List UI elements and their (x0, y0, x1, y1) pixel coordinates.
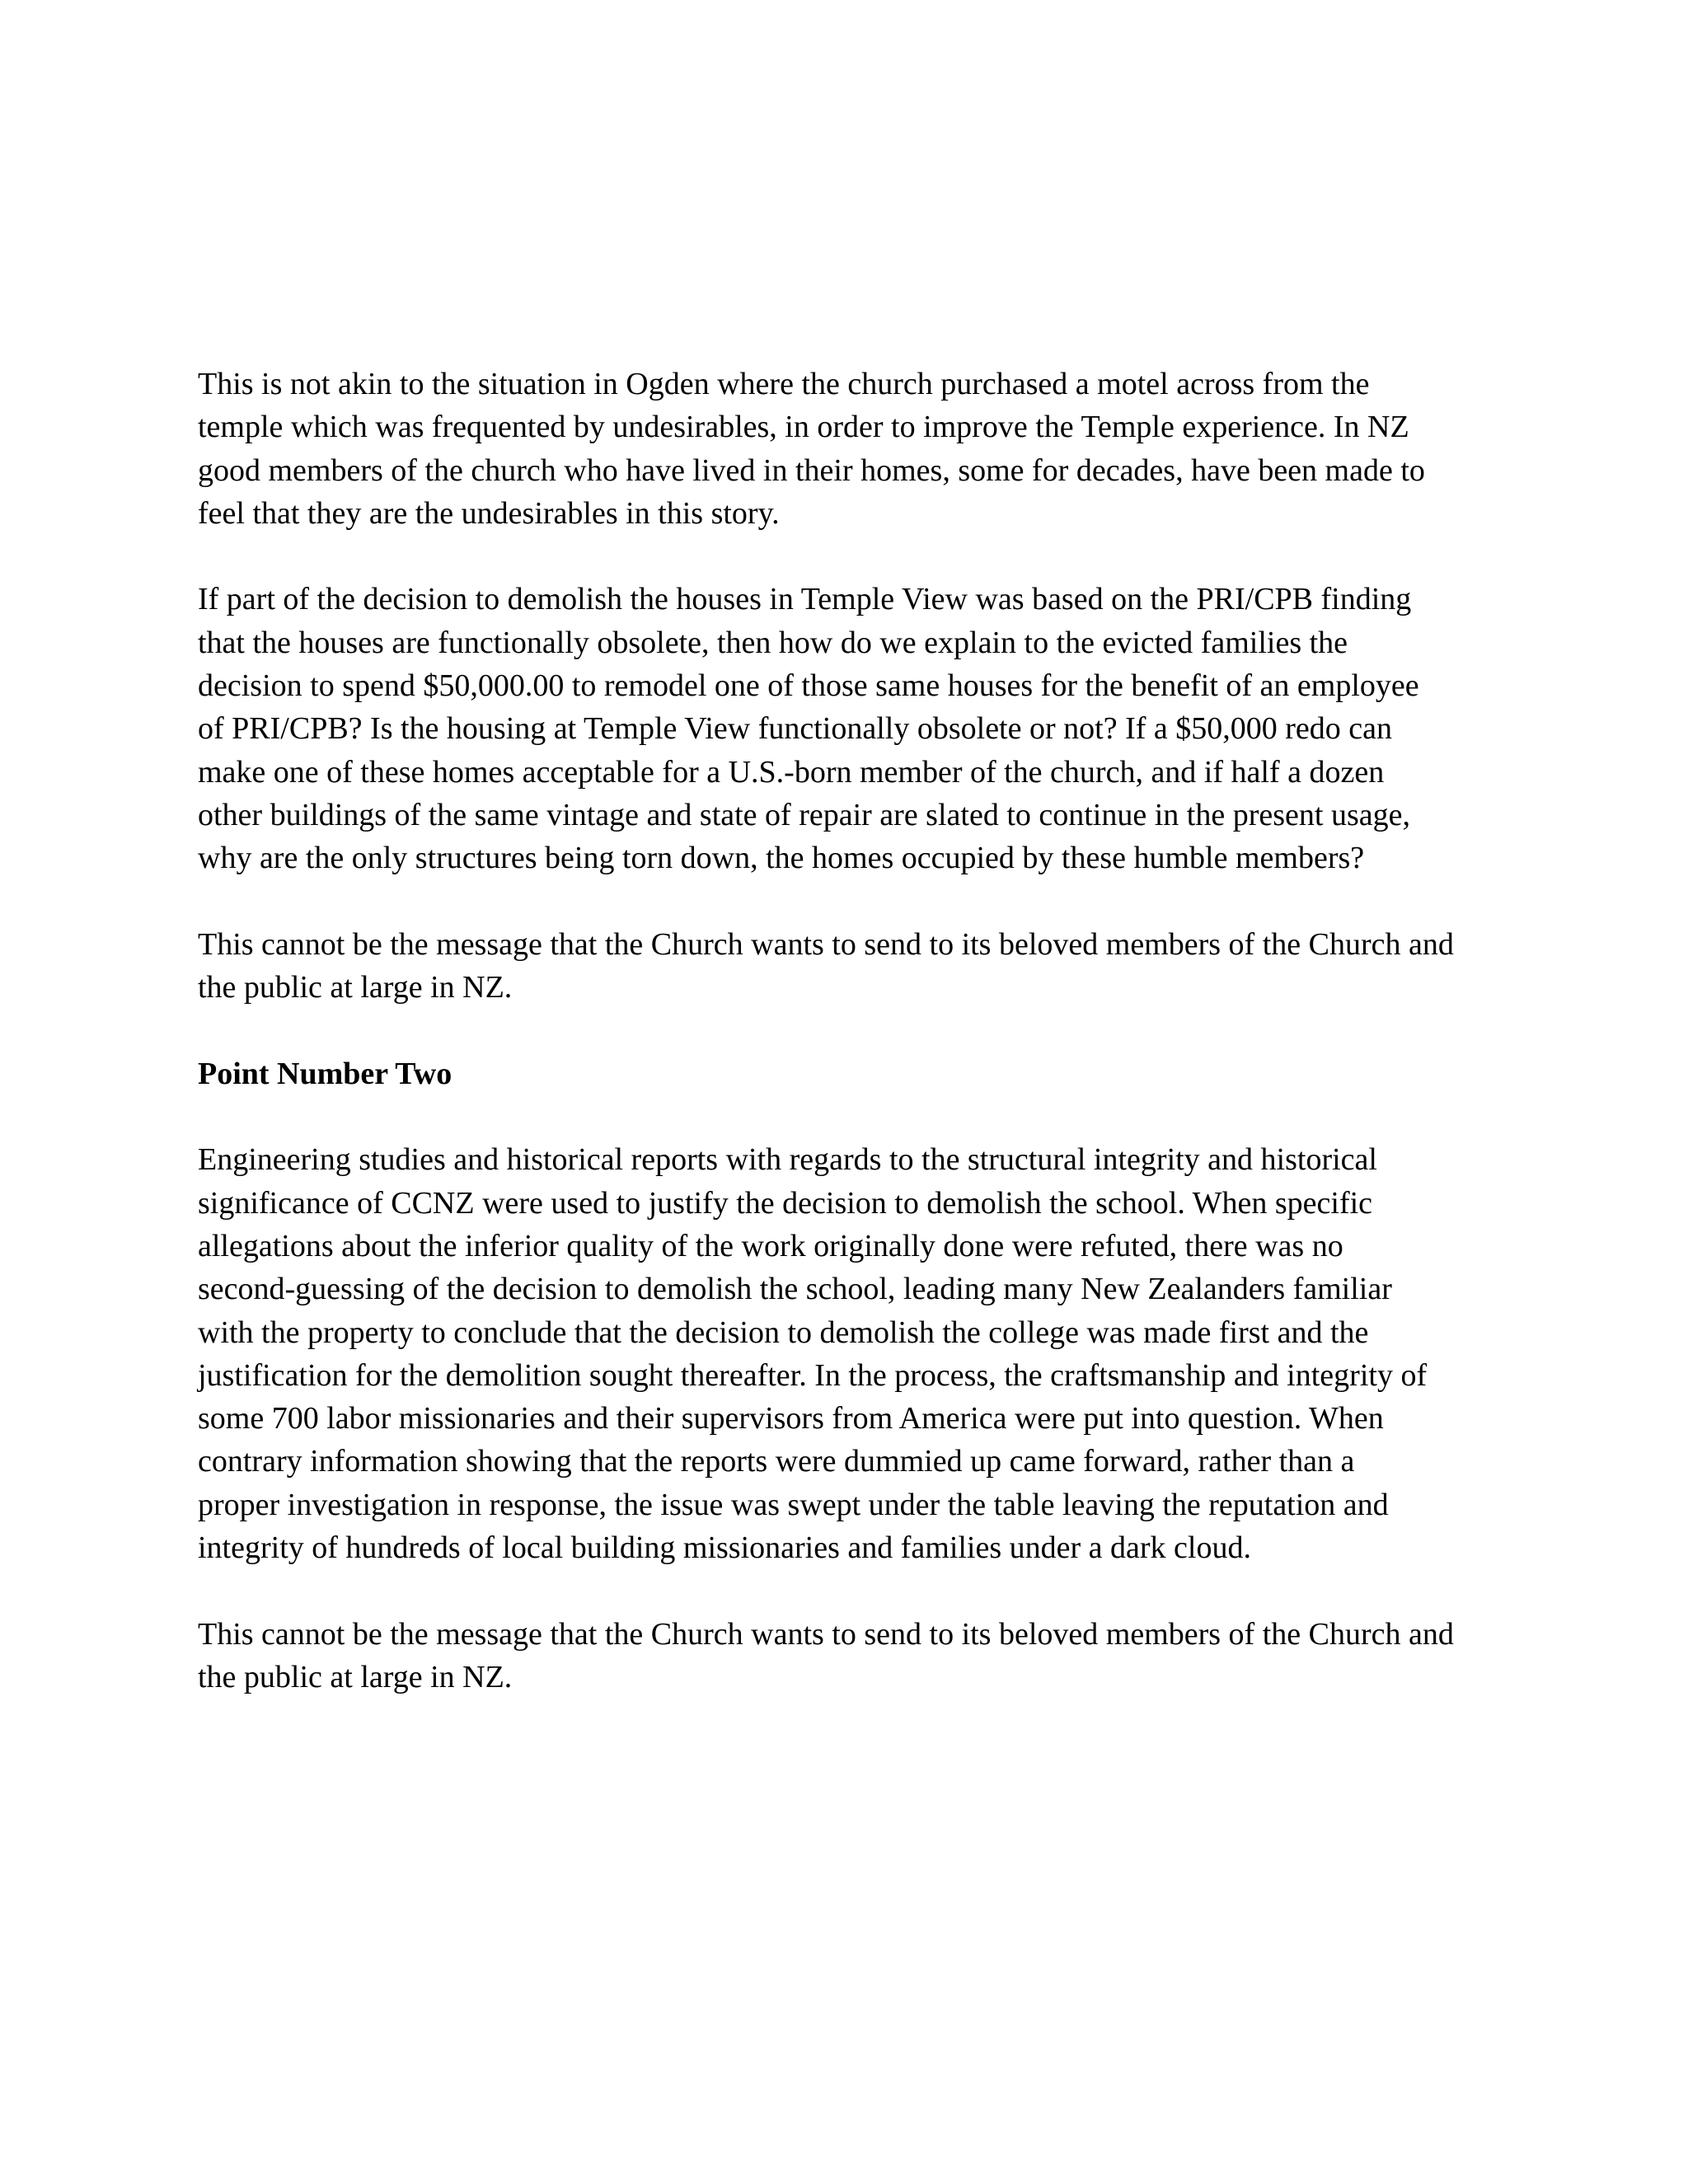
text-line: the public at large in NZ. (198, 970, 513, 1005)
text-line: allegations about the inferior quality of the work originally done were refuted, there was no (198, 1228, 1343, 1263)
text-line: some 700 labor missionaries and their supervisors from America were put into question. When (198, 1401, 1384, 1436)
text-line: This cannot be the message that the Church wants to send to its beloved members of the Church and (198, 926, 1454, 962)
text-line: contrary information showing that the reports were dummied up came forward, rather than a (198, 1444, 1355, 1479)
text-line: This is not akin to the situation in Ogden where the church purchased a motel across from the (198, 367, 1370, 401)
text-line: integrity of hundreds of local building missionaries and families under a dark cloud. (198, 1530, 1251, 1566)
paragraph-message-conclusion-1 (198, 923, 1454, 1010)
text-line: justification for the demolition sought thereafter. In the process, the craftsmanship and integrity of (198, 1357, 1428, 1393)
text-line: decision to spend $50,000.00 to remodel one of those same houses for the benefit of an employee (198, 668, 1419, 704)
text-line: proper investigation in response, the issue was swept under the table leaving the reputation and (198, 1487, 1389, 1522)
paragraph-temple-view-houses (198, 578, 1451, 879)
paragraph-message-conclusion-2 (198, 1613, 1454, 1699)
text-line: If part of the decision to demolish the houses in Temple View was based on the PRI/CPB finding (198, 582, 1412, 617)
document-page (198, 363, 1454, 1742)
text-line: that the houses are functionally obsolete, then how do we explain to the evicted families the (198, 625, 1348, 660)
paragraph-engineering-studies (198, 1138, 1451, 1569)
text-line: make one of these homes acceptable for a U.S.-born member of the church, and if half a dozen (198, 754, 1385, 790)
text-line: This cannot be the message that the Church wants to send to its beloved members of the Church and (198, 1616, 1454, 1652)
text-line: why are the only structures being torn down, the homes occupied by these humble members? (198, 841, 1365, 876)
section-heading: Point Number Two (198, 1056, 452, 1091)
text-line: the public at large in NZ. (198, 1659, 513, 1694)
text-line: Engineering studies and historical reports with regards to the structural integrity and historical (198, 1142, 1377, 1178)
paragraph-ogden-comparison (198, 363, 1451, 535)
text-line: with the property to conclude that the decision to demolish the college was made first and the (198, 1315, 1369, 1350)
text-line: other buildings of the same vintage and state of repair are slated to continue in the present usage, (198, 797, 1410, 832)
text-line: temple which was frequented by undesirables, in order to improve the Temple experience. In NZ (198, 410, 1409, 445)
text-line: second-guessing of the decision to demolish the school, leading many New Zealanders familiar (198, 1272, 1392, 1307)
text-line: significance of CCNZ were used to justify the decision to demolish the school. When specific (198, 1185, 1373, 1221)
text-line: good members of the church who have lived in their homes, some for decades, have been made to (198, 452, 1425, 488)
text-line: of PRI/CPB? Is the housing at Temple View functionally obsolete or not? If a $50,000 redo can (198, 711, 1392, 747)
text-line: feel that they are the undesirables in this story. (198, 495, 780, 531)
